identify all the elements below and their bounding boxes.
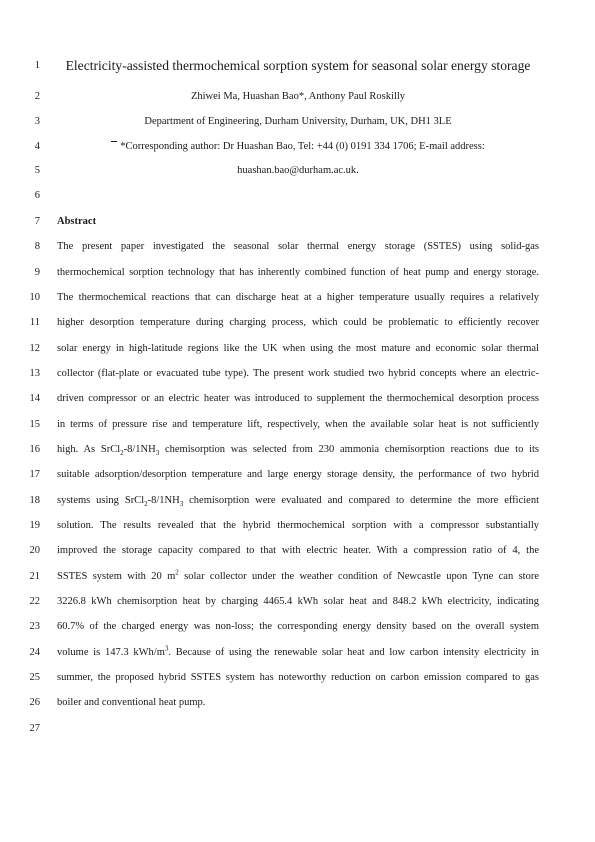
line-number: 25 (29, 672, 40, 683)
abstract-line: summer, the proposed hybrid SSTES system has noteworthy reduction on carbon emission compared to gas (57, 672, 539, 683)
subscript: 3 (179, 500, 184, 509)
manuscript-line (0, 287, 595, 309)
line-number: 9 (34, 267, 40, 278)
manuscript-line (0, 338, 595, 360)
line-number: 5 (34, 165, 40, 176)
manuscript-line (0, 111, 595, 133)
line-number: 27 (29, 723, 40, 734)
abstract-line: 3226.8 kWh chemisorption heat by charging 4465.4 kWh solar heat and 848.2 kWh electricity, indicating (57, 596, 539, 607)
abstract-line: in terms of pressure rise and temperature lift, respectively, when the available solar heat is not sufficiently (57, 419, 539, 430)
manuscript-line (0, 718, 595, 740)
author-list: Zhiwei Ma, Huashan Bao*, Anthony Paul Roskilly (190, 91, 406, 102)
manuscript-line (0, 667, 595, 689)
line-number: 3 (34, 116, 40, 127)
line-number: 22 (29, 596, 40, 607)
manuscript-line (0, 642, 595, 664)
manuscript-line (0, 591, 595, 613)
line-number: 19 (29, 520, 40, 531)
line-number: 26 (29, 697, 40, 708)
manuscript-line (0, 388, 595, 410)
line-number: 14 (29, 393, 40, 404)
manuscript-line (0, 55, 595, 77)
manuscript-line (0, 363, 595, 385)
line-number: 17 (29, 469, 40, 480)
manuscript-line (0, 515, 595, 537)
abstract-line: The present paper investigated the seasonal solar thermal energy storage (SSTES) using solid-gas (57, 241, 539, 252)
line-number: 18 (29, 495, 40, 506)
line-number: 7 (34, 216, 40, 227)
line-number: 23 (29, 621, 40, 632)
line-number: 2 (34, 91, 40, 102)
line-number: 10 (29, 292, 40, 303)
abstract-line: solution. The results revealed that the hybrid thermochemical sorption with a compressor substantially (57, 520, 539, 531)
abstract-line: 60.7% of the charged energy was non-loss; the corresponding energy density based on the overall system (57, 621, 539, 632)
manuscript-line (0, 211, 595, 233)
line-number: 21 (29, 571, 40, 582)
manuscript-line (0, 464, 595, 486)
abstract-line: volume is 147.3 kWh/$m^3$. Because of using the renewable solar heat and low carbon intensity electricity in (57, 644, 539, 658)
line-number: 12 (29, 343, 40, 354)
line-number: 8 (34, 241, 40, 252)
paper-title: Electricity-assisted thermochemical sorption system for seasonal solar energy storage (65, 58, 531, 73)
line-number: 1 (34, 60, 40, 71)
manuscript-line (0, 312, 595, 334)
abstract-line: collector (flat-plate or evacuated tube type). The present work studied two hybrid concepts where an electric- (57, 368, 539, 379)
affiliation: Department of Engineering, Durham University, Durham, UK, DH1 3LE (144, 116, 452, 127)
subscript: 2 (144, 500, 148, 509)
manuscript-line (0, 414, 595, 436)
abstract-line: improved the storage capacity compared to that with electric heater. With a compression ratio of 4, the (57, 545, 539, 556)
footnote-mark (111, 141, 117, 142)
manuscript-line (0, 566, 595, 588)
abstract-line: suitable adsorption/desorption temperature and large energy storage density, the performance of two hybrid (57, 469, 539, 480)
subscript: 2 (120, 449, 124, 458)
superscript: 2 (175, 568, 179, 577)
abstract-line: systems using $SrCl_2-8/1NH_3$ chemisorption were evaluated and compared to determine the more efficient (57, 495, 539, 509)
line-number: 4 (34, 141, 40, 152)
abstract-line: higher desorption temperature during charging process, which could be problematic to efficiently recover (57, 317, 539, 328)
line-number: 20 (29, 545, 40, 556)
line-number: 13 (29, 368, 40, 379)
corresponding-author-text: *Corresponding author: Dr Huashan Bao, Tel: +44 (0) 0191 334 1706; E-mail address: (120, 141, 485, 152)
abstract-line: thermochemical sorption technology that has inherently combined function of heat pump and energy storage. (57, 267, 539, 278)
abstract-line: SSTES system with 20 $m^2$ solar collector under the weather condition of Newcastle upon Tyne can store (57, 568, 539, 582)
subscript: 3 (155, 449, 160, 458)
line-number: 15 (29, 419, 40, 430)
line-number: 24 (29, 647, 40, 658)
abstract-line: high. As $SrCl_2-8/1NH_3$ chemisorption was selected from 230 ammonia chemisorption reactions due to its (57, 444, 540, 458)
abstract-line: boiler and conventional heat pump. (57, 697, 206, 708)
line-number: 6 (34, 190, 40, 201)
manuscript-line (0, 136, 595, 158)
manuscript-line (0, 185, 595, 207)
manuscript-line (0, 439, 595, 461)
manuscript-line (0, 236, 595, 258)
superscript: 3 (164, 644, 169, 653)
manuscript-line (0, 692, 595, 714)
abstract-line: The thermochemical reactions that can discharge heat at a higher temperature usually requires a relatively (57, 292, 539, 303)
abstract-line: solar energy in high-latitude regions like the UK when using the most mature and economic solar thermal (57, 343, 539, 354)
manuscript-line (0, 616, 595, 638)
manuscript-line (0, 540, 595, 562)
abstract-heading: Abstract (57, 216, 97, 227)
manuscript-line (0, 490, 595, 512)
corresponding-author (57, 136, 539, 158)
line-number: 16 (29, 444, 40, 455)
manuscript-line (0, 160, 595, 182)
abstract-line: driven compressor or an electric heater was introduced to supplement the thermochemical desorption process (57, 393, 539, 404)
manuscript-line (0, 86, 595, 108)
manuscript-line (0, 262, 595, 284)
line-number: 11 (29, 317, 40, 328)
author-email: huashan.bao@durham.ac.uk. (237, 165, 359, 176)
